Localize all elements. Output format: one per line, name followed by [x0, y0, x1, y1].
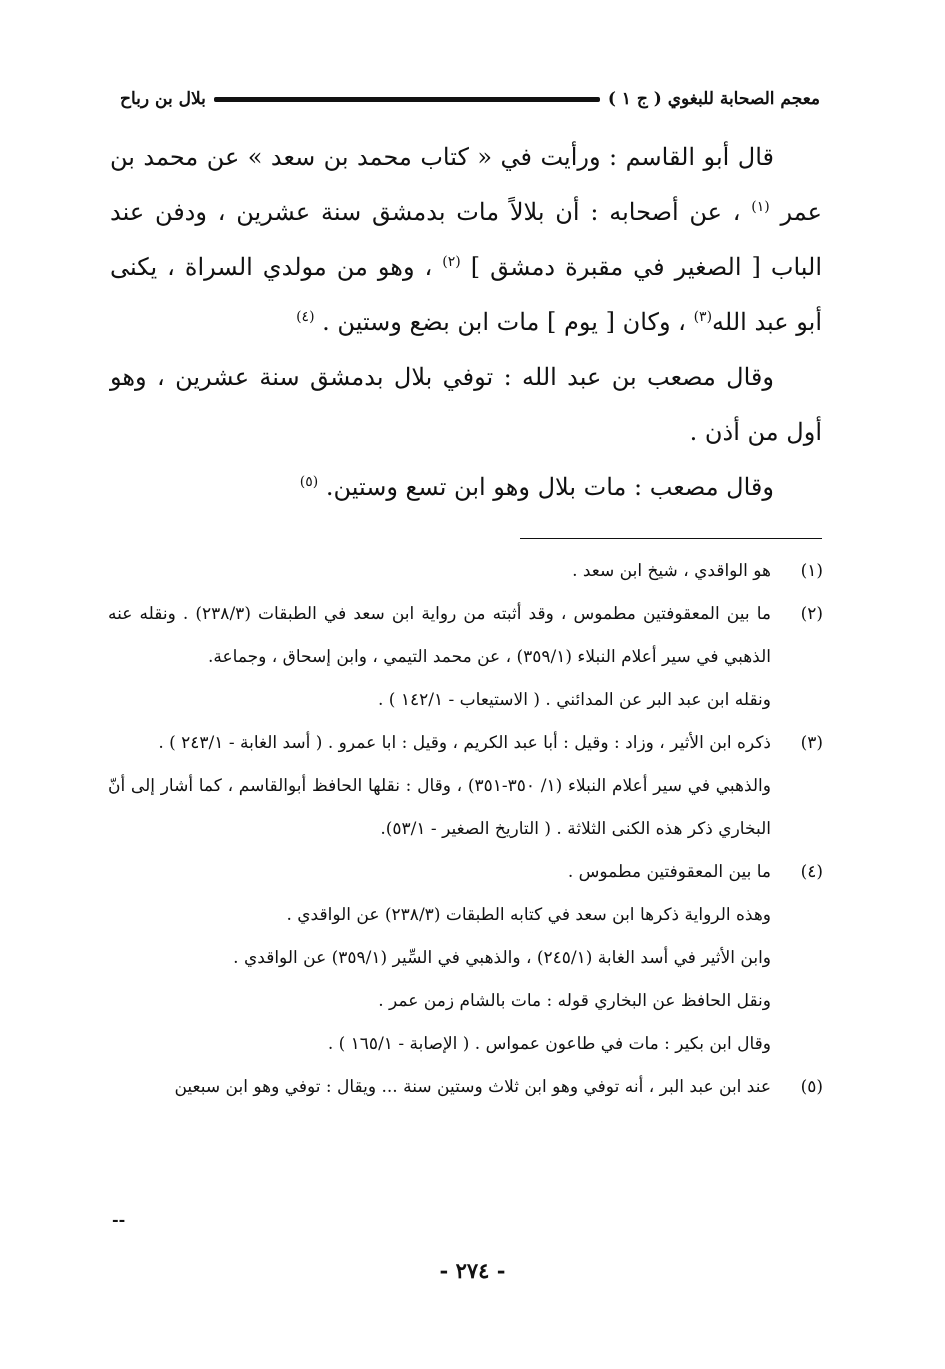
footnote-text: ذكره ابن الأثير ، وزاد : وقيل : أبا عبد الكريم ، وقيل : ابا عمرو . ( أسد الغابة - ٢٤٣/١ ) . [158, 733, 771, 753]
paragraph-1-part-c: ، وهو من مولدي السراة ، يكنى أبو عبد الله [110, 253, 822, 336]
running-header [120, 84, 820, 114]
footnote-text: وهذه الرواية ذكرها ابن سعد في كتابه الطبقات (٢٣٨/٣) عن الواقدي . [286, 905, 771, 925]
footnote-ref-4: (٤) [296, 309, 315, 325]
footnote-text: وقال ابن بكير : مات في طاعون عمواس . ( الإصابة - ١٦٥/١ ) . [327, 1034, 771, 1054]
main-text [110, 130, 822, 515]
footnote-separator [520, 538, 822, 539]
footnote [108, 1066, 823, 1109]
paragraph-2: وقال مصعب بن عبد الله : توفي بلال بدمشق سنة عشرين ، وهو أول من أذن . [110, 363, 822, 446]
footnote-ref-3: (٣) [693, 309, 713, 325]
footnote-text: وابن الأثير في أسد الغابة (٢٤٥/١) ، والذهبي في السِّير (٣٥٩/١) عن الواقدي . [233, 948, 771, 968]
footnote-text: والذهبي في سير أعلام النبلاء (١/ ٣٥٠-٣٥١) ، وقال : نقلها الحافظ أبوالقاسم ، كما أشار إلى أنّ البخاري ذكر هذه الكنى الثلاثة . ( التاريخ الصغير - ٥٣/١). [108, 776, 771, 839]
book-title: معجم الصحابة للبغوي ( ج ١ ) [607, 89, 820, 109]
paragraph-1-part-a: قال أبو القاسم : ورأيت في « كتاب محمد بن سعد » عن محمد بن عمر [110, 143, 822, 226]
footnote-ref-5: (٥) [299, 474, 319, 490]
footnote-text: ونقل الحافظ عن البخاري قوله : مات بالشام زمن عمر . [378, 991, 771, 1011]
footnote-ref-2: (٢) [442, 254, 461, 270]
header-rule [214, 97, 600, 102]
footnote [108, 550, 823, 593]
footnote-number: (٣) [800, 733, 823, 753]
paragraph-3-text: وقال مصعب : مات بلال وهو ابن تسع وستين. [325, 473, 774, 501]
footnote-text: ما بين المعقوفتين مطموس ، وقد أثبته من رواية ابن سعد في الطبقات (٢٣٨/٣) . ونقله عنه الذهبي في سير أعلام النبلاء (٣٥٩/١) ، عن محمد التيمي ، وابن إسحاق ، وجماعة. [108, 604, 771, 667]
footnote-ref-1: (١) [751, 199, 770, 215]
footnote-number: (٥) [800, 1077, 823, 1097]
footnote-text: هو الواقدي ، شيخ ابن سعد . [572, 561, 771, 581]
paragraph-3 [110, 460, 822, 515]
footnote [108, 722, 823, 851]
paragraph-1-part-b: ، عن أصحابه : أن بلالاً مات بدمشق سنة عشرين ، ودفن عند الباب [ الصغير في مقبرة دمشق ] [110, 198, 823, 281]
footnote-text: ما بين المعقوفتين مطموس . [567, 862, 771, 882]
continuation-mark: -- [112, 1210, 126, 1229]
footnote [108, 593, 823, 722]
footnote-text: ونقله ابن عبد البر عن المدائني . ( الاستيعاب - ١٤٢/١ ) . [377, 690, 771, 710]
footnote-number: (٢) [800, 604, 823, 624]
page-number: - ٢٧٤ - [439, 1258, 506, 1283]
footnote-number: (٤) [800, 862, 823, 882]
footnote-text: عند ابن عبد البر ، أنه توفي وهو ابن ثلاث وستين سنة ... ويقال : توفي وهو ابن سبعين [174, 1077, 771, 1097]
paragraph-1-part-d: ، وكان [ يوم ] مات ابن بضع وستين . [322, 308, 686, 336]
footnote-number: (١) [800, 561, 823, 581]
entry-title: بلال بن رباح [120, 89, 206, 109]
paragraph-1 [110, 130, 822, 350]
footnote [108, 851, 823, 1066]
footnotes [108, 550, 823, 1109]
